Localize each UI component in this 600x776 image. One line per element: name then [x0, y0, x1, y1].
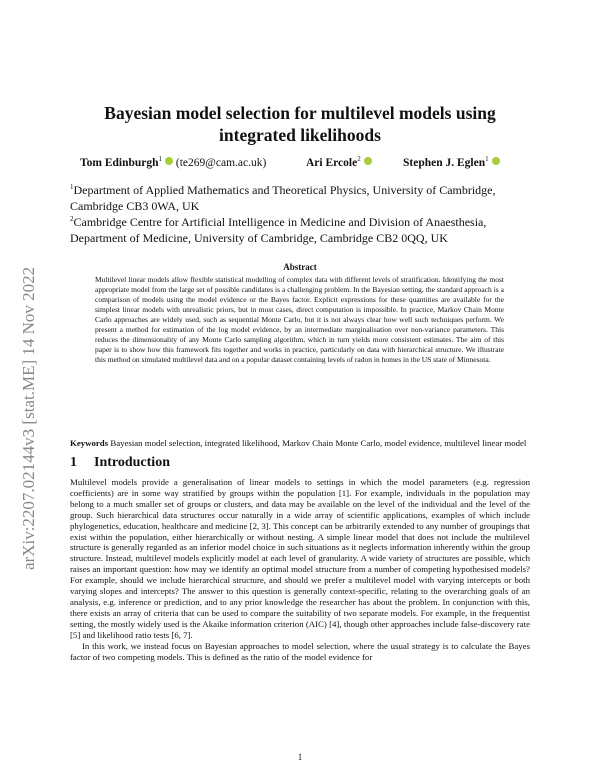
affiliation-2	[70, 212, 540, 246]
arxiv-id: arXiv:2207.02144v3 [stat.ME] 14 Nov 2022	[19, 266, 38, 570]
author-1-affil-mark: 1	[158, 155, 163, 163]
paper-title	[70, 102, 530, 146]
section-heading	[70, 455, 170, 471]
affiliation-2-mark: 2	[70, 215, 74, 223]
section-number: 1	[70, 455, 77, 470]
affiliation-1	[70, 180, 540, 214]
affiliation-2-line-2: Department of Medicine, University of Cambridge, Cambridge CB2 0QQ, UK	[70, 230, 448, 245]
affiliation-1-line-2: Cambridge CB3 0WA, UK	[70, 198, 200, 213]
author-1-email[interactable]: (te269@cam.ac.uk)	[175, 156, 267, 169]
section-title: Introduction	[94, 455, 170, 470]
author-2-name: Ari Ercole	[306, 156, 358, 169]
abstract-heading: Abstract	[283, 262, 317, 272]
author-2	[306, 155, 372, 169]
affiliation-2-line-1: Cambridge Centre for Artificial Intelligence in Medicine and Division of Anaesthesia,	[73, 215, 487, 229]
keywords-label: Keywords	[70, 438, 109, 448]
title-line-2: integrated likelihoods	[219, 125, 381, 145]
abstract-text: Multilevel linear models allow flexible statistical modelling of complex data with different levels of stratification. Identifying the most appropriate model from the large set of possible candidates is a challenging problem. In the Bayesian setting, the standard approach is a comparison of models using the model evidence or the Bayes factor. Explicit expressions for these quantities are available for the simplest linear models with unrealistic priors, but in most cases, direct computation is impossible. In practice, Markov Chain Monte Carlo approaches are widely used, such as sequential Monte Carlo, but it is not always clear how well such techniques perform. We present a method for estimation of the log model evidence, by an intermediate marginalisation over non-variance parameters. This reduces the dimensionality of any Monte Carlo sampling algorithm, which in turn yields more consistent estimates. The aim of this paper is to show how this framework fits together and works in practice, particularly on data with hierarchical structure. We illustrate this method on simulated multilevel data and on a popular dataset containing levels of radon in homes in the US state of Minnesota.	[95, 275, 504, 364]
orcid-icon[interactable]	[364, 157, 372, 165]
keywords-text: Bayesian model selection, integrated likelihood, Markov Chain Monte Carlo, model evidence, multilevel linear model	[110, 438, 527, 448]
page-number: 1	[297, 752, 303, 762]
keywords	[70, 437, 530, 449]
body-text	[70, 477, 530, 662]
title-line-1: Bayesian model selection for multilevel models using	[104, 103, 496, 123]
affiliation-1-line-1: Department of Applied Mathematics and Theoretical Physics, University of Cambridge,	[73, 183, 496, 197]
paragraph-1: Multilevel models provide a generalisation of linear models to settings in which the model parameters (e.g. regression coefficients) are in some way stratified by groups within the population [1]. For example, individuals in the population may belong to a much smaller set of groups or clusters, and data may be available on the level of the individual and the level of the group. Such hierarchical data structures occur naturally in a wide array of scientific applications, examples of which include phylogenetics, education, healthcare and medicine [2, 3]. This concept can be arbitrarily extended to any number of groupings that exist within the population, either hierarchically or without nesting. A simple linear model that does not include the multilevel structure is generally regarded as an inferior model choice in such situations as it neglects information inherently within the group structure. Instead, multilevel models explicitly model at each level of granularity. A wide variety of structures are possible, which raises an important question: how may we identify an optimal model structure from a number of competing hypothesised models? For example, should we include hierarchical structure, and should we prefer a multilevel model with varying intercepts or both varying slopes and intercepts? The answer to this question is generally context-specific, relating to the overarching goals of an analysis, e.g. inference or prediction, and to any prior knowledge the researcher has about the problem. In conjunction with this, there exists an array of criteria that can be used to compare the suitability of two separate models. For example, in the frequentist setting, the mostly widely used is the Akaike information criterion (AIC) [4], though other approaches include false-discovery rate [5] and likelihood ratio tests [6, 7].	[70, 477, 530, 640]
affiliation-1-mark: 1	[70, 183, 74, 191]
author-3-affil-mark: 1	[485, 155, 489, 163]
author-1-name: Tom Edinburgh	[80, 156, 159, 169]
author-1	[80, 155, 266, 169]
author-3	[403, 155, 500, 169]
author-2-affil-mark: 2	[357, 155, 361, 163]
arxiv-watermark	[12, 188, 42, 570]
orcid-icon[interactable]	[492, 157, 500, 165]
author-3-name: Stephen J. Eglen	[403, 156, 486, 169]
paragraph-2: In this work, we instead focus on Bayesian approaches to model selection, where the usual strategy is to calculate the Bayes factor of two competing models. This is defined as the ratio of the model evidence for	[70, 640, 530, 662]
orcid-icon[interactable]	[165, 157, 173, 165]
